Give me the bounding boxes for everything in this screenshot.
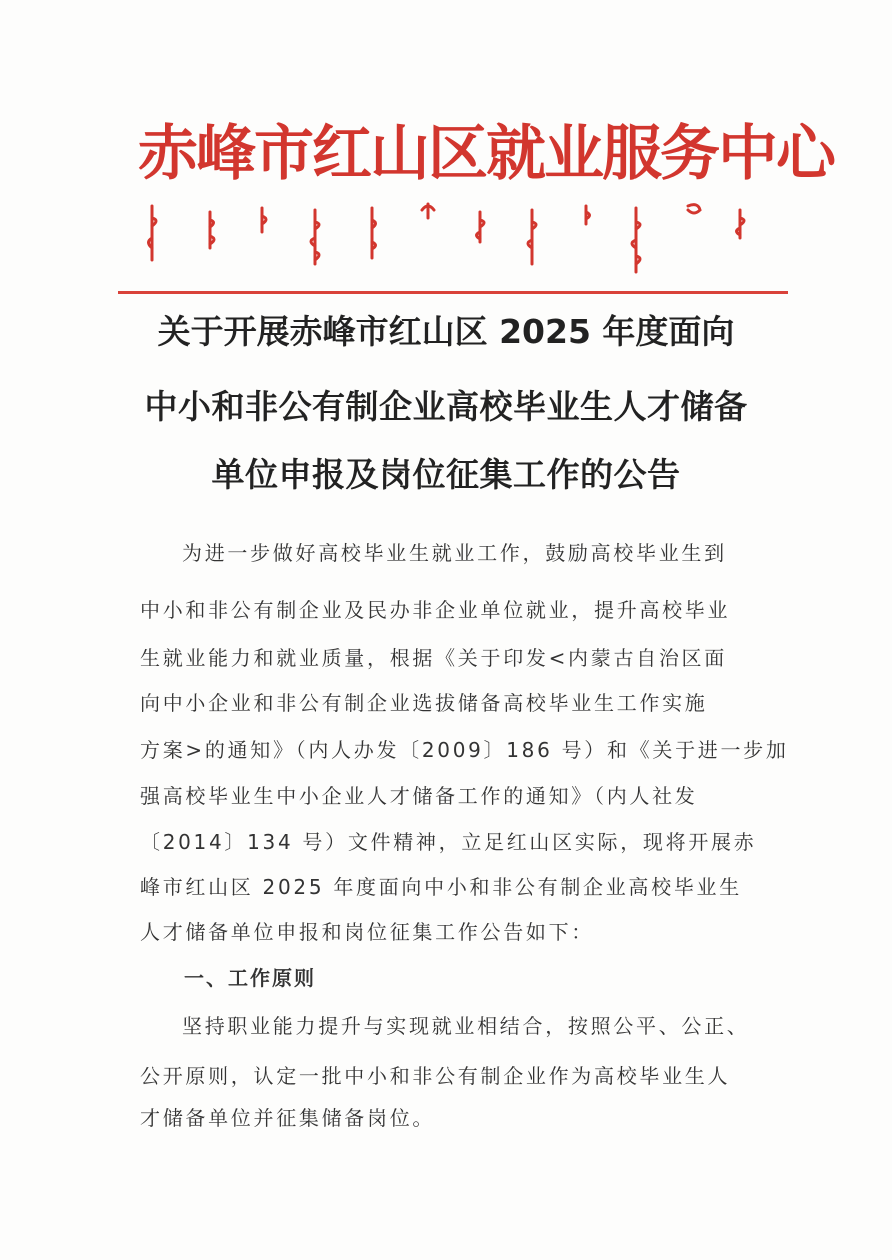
paragraph1-line: 为进一步做好高校毕业生就业工作，鼓励高校毕业生到 (182, 541, 727, 565)
paragraph1-line: 强高校毕业生中小企业人才储备工作的通知》（内人社发 (140, 784, 698, 808)
paragraph1-line: 峰市红山区 2025 年度面向中小和非公有制企业高校毕业生 (140, 875, 742, 899)
paragraph2-line: 坚持职业能力提升与实现就业相结合，按照公平、公正、 (182, 1014, 750, 1038)
paragraph1-line: 〔2014〕134 号）文件精神，立足红山区实际，现将开展赤 (140, 830, 757, 854)
mongolian-script-graphic (140, 198, 770, 278)
letterhead-divider (118, 291, 788, 294)
paragraph1-line: 人才储备单位申报和岗位征集工作公告如下： (140, 920, 594, 944)
paragraph1-line: 方案>的通知》（内人办发〔2009〕186 号）和《关于进一步加 (140, 738, 789, 762)
paragraph2-line: 才储备单位并征集储备岗位。 (140, 1106, 436, 1130)
paragraph1-line: 向中小企业和非公有制企业选拔储备高校毕业生工作实施 (140, 691, 708, 715)
section-heading-1: 一、工作原则 (184, 966, 316, 990)
title-line-1: 关于开展赤峰市红山区 2025 年度面向 (157, 312, 735, 351)
paragraph1-line: 生就业能力和就业质量，根据《关于印发<内蒙古自治区面 (140, 646, 727, 670)
title-line-3: 单位申报及岗位征集工作的公告 (211, 455, 681, 494)
letterhead-org-name: 赤峰市红山区就业服务中心 (138, 119, 834, 189)
letterhead-mongolian-script (140, 198, 770, 278)
paragraph2-line: 公开原则，认定一批中小和非公有制企业作为高校毕业生人 (140, 1064, 731, 1088)
title-line-2: 中小和非公有制企业高校毕业生人才储备 (144, 387, 748, 426)
paragraph1-line: 中小和非公有制企业及民办非企业单位就业，提升高校毕业 (140, 598, 731, 622)
